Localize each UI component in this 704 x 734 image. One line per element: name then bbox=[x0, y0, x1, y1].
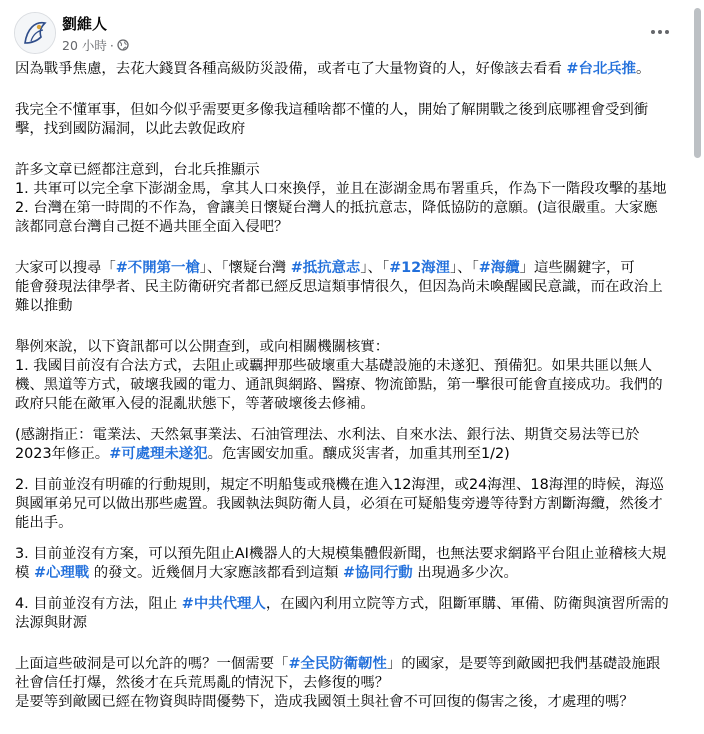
text-segment: 的發文。近幾個月大家應該都看到這類 bbox=[89, 565, 343, 581]
text-line bbox=[15, 495, 683, 514]
text-line bbox=[15, 674, 683, 693]
text-segment: 」的國家，是要等到敵國把我們基礎設施跟 bbox=[386, 656, 661, 672]
text-segment: 上面這些破洞是可以允許的嗎？一個需要「 bbox=[15, 656, 289, 672]
post-body bbox=[15, 60, 683, 734]
text-segment: 2. 台灣在第一時間的不作為，會讓美日懷疑台灣人的抵抗意志，降低協防的意願。(這很嚴重。大家應 bbox=[15, 200, 658, 216]
hashtag-link[interactable]: #抵抗意志 bbox=[290, 260, 361, 276]
scrollbar[interactable] bbox=[692, 0, 704, 729]
hashtag-link[interactable]: #心理戰 bbox=[33, 565, 90, 581]
post-time[interactable]: 20 小時 bbox=[62, 38, 107, 53]
text-line bbox=[15, 218, 683, 237]
text-segment: 。危害國安加重。釀成災害者，加重其刑至1/2) bbox=[207, 446, 510, 462]
text-segment: 因為戰爭焦慮，去花大錢買各種高級防災設備，或者屯了大量物資的人，好像該去看看 bbox=[15, 61, 567, 77]
text-line bbox=[15, 101, 683, 120]
hashtag-link[interactable]: #12海浬 bbox=[389, 260, 450, 276]
author-name[interactable]: 劉維人 bbox=[62, 15, 108, 33]
hashtag-link[interactable]: #全民防衛韌性 bbox=[288, 656, 387, 672]
text-line bbox=[15, 278, 683, 297]
text-segment: 舉例來說，以下資訊都可以公開查到，或向相關機關核實： bbox=[15, 339, 390, 355]
meta-separator: · bbox=[109, 37, 114, 53]
text-segment: 政府只能在敵軍入侵的混亂狀態下，等著破壞後去修補。 bbox=[15, 396, 375, 412]
text-line bbox=[15, 426, 683, 445]
post-meta bbox=[62, 36, 129, 54]
text-line bbox=[15, 395, 683, 414]
text-line bbox=[15, 693, 683, 712]
text-segment: 」、「 bbox=[360, 260, 390, 276]
text-segment: 4. 目前並沒有方法，阻止 bbox=[15, 596, 182, 612]
text-line bbox=[15, 357, 683, 376]
text-line bbox=[15, 120, 683, 139]
more-options-button[interactable] bbox=[642, 14, 678, 50]
avatar[interactable] bbox=[14, 12, 56, 54]
globe-icon[interactable] bbox=[117, 39, 129, 51]
text-segment: 能會發現法律學者、民主防衛研究者都已經反思這類事情很久，但因為尚未喚醒國民意識，而在政治上 bbox=[15, 279, 663, 295]
text-line bbox=[15, 161, 683, 180]
text-segment: 難以推動 bbox=[15, 298, 73, 314]
text-segment: ，在國內利用立院等方式，阻斷軍購、軍備、防衛與演習所需的 bbox=[265, 596, 669, 612]
text-line bbox=[15, 476, 683, 495]
text-segment: 」、「懷疑台灣 bbox=[199, 260, 291, 276]
text-line bbox=[15, 199, 683, 218]
text-line bbox=[15, 564, 683, 583]
text-line bbox=[15, 376, 683, 395]
text-segment: 」這些關鍵字，可 bbox=[519, 260, 635, 276]
text-segment: 社會信任打爆，然後才在兵荒馬亂的情況下，去修復的嗎？ bbox=[15, 675, 390, 691]
post-paragraph bbox=[15, 338, 683, 414]
text-segment: 出現過多少次。 bbox=[412, 565, 518, 581]
text-segment: 該都同意台灣自己挺不過共匪全面入侵吧？ bbox=[15, 219, 289, 235]
text-segment: 許多文章已經都注意到，台北兵推顯示 bbox=[15, 162, 260, 178]
text-line bbox=[15, 545, 683, 564]
text-segment: 1. 共軍可以完全拿下澎湖金馬，拿其人口來換俘，並且在澎湖金馬布署重兵，作為下一階段攻擊的基地 bbox=[15, 181, 667, 197]
text-segment: 1. 我國目前沒有合法方式，去阻止或覊押那些破壞重大基礎設施的未遂犯、預備犯。如果共匪以無人 bbox=[15, 358, 653, 374]
text-segment: 。 bbox=[636, 61, 651, 77]
text-segment: 」、「 bbox=[449, 260, 479, 276]
text-segment: 3. 目前並沒有方案，可以預先阻止AI機器人的大規模集體假新聞，也無法要求網路平台阻止並稽核大規 bbox=[15, 546, 667, 562]
post-paragraph bbox=[15, 60, 683, 79]
text-segment: 我完全不懂軍事，但如今似乎需要更多像我這種啥都不懂的人，開始了解開戰之後到底哪裡會受到衝 bbox=[15, 102, 649, 118]
text-line bbox=[15, 655, 683, 674]
text-segment: 2023年修正。 bbox=[15, 446, 110, 462]
post-paragraph bbox=[15, 655, 683, 712]
text-segment: 擊，找到國防漏洞，以此去敦促政府 bbox=[15, 121, 246, 137]
hashtag-link[interactable]: #中共代理人 bbox=[181, 596, 266, 612]
text-segment: 大家可以搜尋「 bbox=[15, 260, 116, 276]
post-paragraph bbox=[15, 545, 683, 583]
text-segment: 2. 目前並沒有明確的行動規則，規定不明船隻或飛機在進入12海浬，或24海浬、18海浬的時候，海巡 bbox=[15, 477, 664, 493]
scrollbar-thumb[interactable] bbox=[694, 8, 701, 158]
hashtag-link[interactable]: #台北兵推 bbox=[566, 61, 637, 77]
hashtag-link[interactable]: #海纜 bbox=[478, 260, 520, 276]
avatar-icon bbox=[15, 13, 55, 53]
text-segment: 機、黑道等方式，破壞我國的電力、通訊與網路、醫療、物流節點，第一擊很可能會直接成功。我們的 bbox=[15, 377, 663, 393]
post-paragraph bbox=[15, 161, 683, 237]
text-segment: 模 bbox=[15, 565, 34, 581]
text-line bbox=[15, 514, 683, 533]
post-paragraph bbox=[15, 259, 683, 316]
text-segment: 能出手。 bbox=[15, 515, 73, 531]
text-segment: 與國軍弟兄可以做出那些處置。我國執法與防衛人員，必須在可疑船隻旁邊等待對方割斷海纜，然後才 bbox=[15, 496, 663, 512]
text-line bbox=[15, 445, 683, 464]
post-paragraph bbox=[15, 426, 683, 464]
post-header bbox=[14, 12, 674, 56]
text-line bbox=[15, 614, 683, 633]
hashtag-link[interactable]: #可處理未遂犯 bbox=[109, 446, 208, 462]
hashtag-link[interactable]: #不開第一槍 bbox=[115, 260, 200, 276]
text-line bbox=[15, 338, 683, 357]
hashtag-link[interactable]: #協同行動 bbox=[343, 565, 413, 581]
text-segment: (感謝指正：電業法、天然氣事業法、石油管理法、水利法、自來水法、銀行法、期貨交易法等已於 bbox=[15, 427, 640, 443]
post-paragraph bbox=[15, 595, 683, 633]
post-paragraph bbox=[15, 476, 683, 533]
text-segment: 法源與財源 bbox=[15, 615, 87, 631]
text-segment: 是要等到敵國已經在物資與時間優勢下，造成我國領土與社會不可回復的傷害之後，才處理的嗎？ bbox=[15, 694, 634, 710]
text-line bbox=[15, 595, 683, 614]
more-horizontal-icon bbox=[650, 29, 670, 35]
text-line bbox=[15, 259, 683, 278]
post-paragraph bbox=[15, 101, 683, 139]
text-line bbox=[15, 60, 683, 79]
text-line bbox=[15, 297, 683, 316]
text-line bbox=[15, 180, 683, 199]
